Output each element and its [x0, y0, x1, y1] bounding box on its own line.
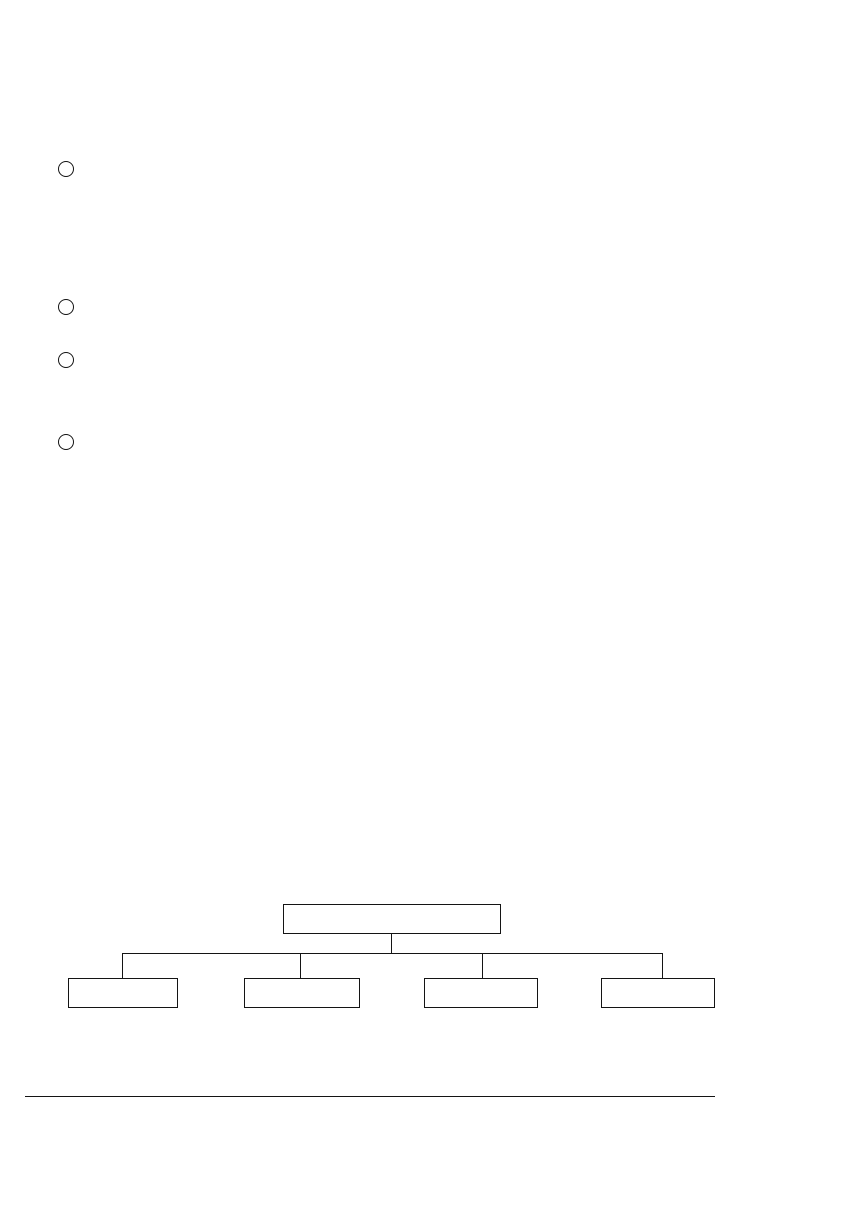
diagram-blank-box[interactable]: [424, 978, 538, 1008]
diagram-leaf-box: [244, 978, 360, 1008]
diagram-connector: [122, 953, 123, 978]
answer-line[interactable]: [25, 1096, 715, 1097]
diagram-connector: [482, 953, 483, 978]
diagram-connector: [300, 953, 301, 978]
diagram-blank-box[interactable]: [68, 978, 178, 1008]
diagram-blank-box[interactable]: [601, 978, 715, 1008]
paragraph-5-first-line: [58, 352, 75, 375]
paragraph-6-first-line: [58, 434, 75, 457]
paragraph-number-4: [58, 299, 74, 315]
diagram-root-box: [283, 904, 501, 934]
paragraph-4-first-line: [58, 299, 75, 322]
diagram-connector: [122, 953, 662, 954]
diagram-connector: [391, 934, 392, 953]
diagram-connector: [662, 953, 663, 978]
paragraph-3-first-line: [58, 161, 75, 184]
paragraph-number-5: [58, 352, 74, 368]
paragraph-number-3: [58, 161, 74, 177]
paragraph-number-6: [58, 434, 74, 450]
